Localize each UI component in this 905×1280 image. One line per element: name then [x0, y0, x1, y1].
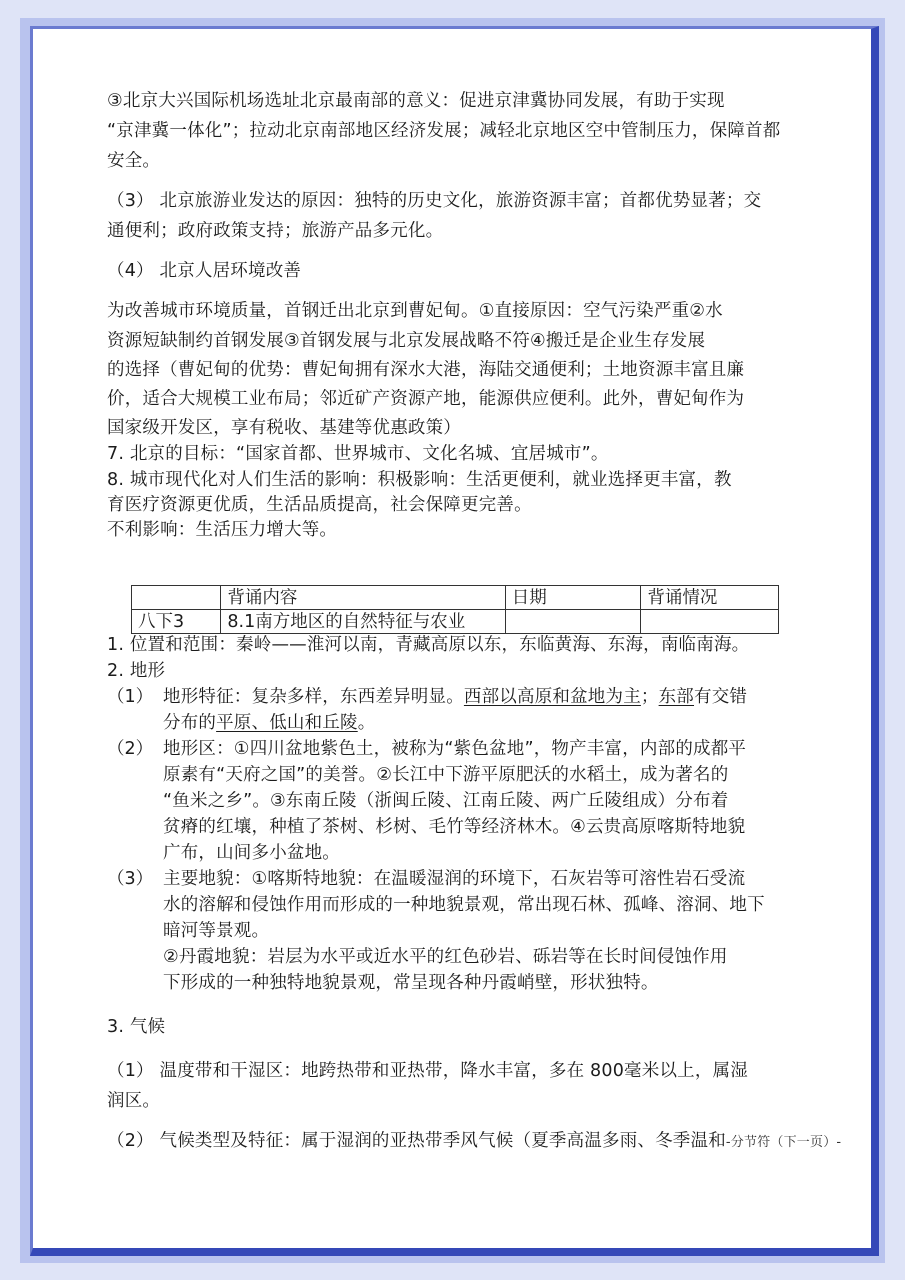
document-page [30, 26, 879, 1256]
text-line: 暗河等景观。 [163, 921, 270, 941]
table-cell: 背诵内容 [221, 586, 505, 610]
text-line: “鱼米之乡”。③东南丘陵（浙闽丘陵、江南丘陵、两广丘陵组成）分布着 [163, 791, 729, 811]
table-cell: 8.1南方地区的自然特征与农业 [221, 610, 505, 634]
text-line: 贫瘠的红壤，种植了茶树、杉树、毛竹等经济林木。④云贵高原喀斯特地貌 [163, 817, 746, 837]
text-line: （2） 气候类型及特征：属于湿润的亚热带季风气候（夏季高温多雨、冬季温和-分节符（下一页）- [107, 1131, 842, 1151]
table-cell [132, 586, 221, 610]
recitation-table [131, 585, 779, 634]
section-break-mark: -分节符（下一页）- [725, 1135, 842, 1150]
text-line: 价，适合大规模工业布局；邻近矿产资源产地，能源供应便利。此外，曹妃甸作为 [107, 389, 745, 409]
section-heading: 3. 气候 [107, 1017, 166, 1037]
table-cell: 背诵情况 [641, 586, 779, 610]
table-cell: 日期 [505, 586, 641, 610]
text-line: 广布，山间多小盆地。 [163, 843, 340, 863]
text-line: 为改善城市环境质量，首钢迁出北京到曹妃甸。①直接原因：空气污染严重②水 [107, 301, 723, 321]
table-row [132, 610, 779, 634]
text-line: 润区。 [107, 1091, 161, 1111]
text-line: 资源短缺制约首钢发展③首钢发展与北京发展战略不符④搬迁是企业生存发展 [107, 331, 706, 351]
item-number: （2） [107, 739, 154, 759]
table-cell: 八下3 [132, 610, 221, 634]
text-line: 下形成的一种独特地貌景观，常呈现各种丹霞峭壁，形状独特。 [163, 973, 659, 993]
text-line: 的选择（曹妃甸的优势：曹妃甸拥有深水大港，海陆交通便利；土地资源丰富且廉 [107, 360, 745, 380]
text-line: 水的溶解和侵蚀作用而形成的一种地貌景观，常出现石林、孤峰、溶洞、地下 [163, 895, 765, 915]
text-line: 1. 位置和范围：秦岭——淮河以南，青藏高原以东，东临黄海、东海，南临南海。 [107, 635, 750, 655]
text-line: 原素有“天府之国”的美誉。②长江中下游平原肥沃的水稻土，成为著名的 [163, 765, 729, 785]
text-line: 主要地貌：①喀斯特地貌：在温暖湿润的环境下，石灰岩等可溶性岩石受流 [163, 869, 746, 889]
text-line: 不利影响：生活压力增大等。 [107, 520, 338, 540]
section-heading: 2. 地形 [107, 661, 166, 681]
text-line: 通便利；政府政策支持；旅游产品多元化。 [107, 221, 444, 241]
text-line: 地形特征：复杂多样，东西差异明显。西部以高原和盆地为主；东部有交错 [163, 687, 748, 707]
text-line: ③北京大兴国际机场选址北京最南部的意义：促进京津冀协同发展，有助于实现 [107, 91, 725, 111]
text-line: 7. 北京的目标：“国家首都、世界城市、文化名城、宜居城市”。 [107, 444, 609, 464]
text-line: 育医疗资源更优质，生活品质提高，社会保障更完善。 [107, 495, 532, 515]
text-line: 国家级开发区，享有税收、基建等优惠政策） [107, 418, 461, 438]
section-heading: （4） 北京人居环境改善 [107, 261, 302, 281]
text-line: 地形区：①四川盆地紫色土，被称为“紫色盆地”，物产丰富，内部的成都平 [163, 739, 747, 759]
table-cell [641, 610, 779, 634]
table-header-row [132, 586, 779, 610]
item-number: （1） [107, 687, 154, 707]
text-line: （3） 北京旅游业发达的原因：独特的历史文化，旅游资源丰富；首都优势显著；交 [107, 191, 762, 211]
item-number: （3） [107, 869, 154, 889]
text-line: ②丹霞地貌：岩层为水平或近水平的红色砂岩、砾岩等在长时间侵蚀作用 [163, 947, 728, 967]
text-line: 8. 城市现代化对人们生活的影响：积极影响：生活更便利，就业选择更丰富，教 [107, 470, 732, 490]
text-line: 分布的平原、低山和丘陵。 [163, 713, 376, 733]
text-line: “京津冀一体化”；拉动北京南部地区经济发展；减轻北京地区空中管制压力，保障首都 [107, 121, 781, 141]
text-line: 安全。 [107, 151, 161, 171]
text-line: （1） 温度带和干湿区：地跨热带和亚热带，降水丰富，多在 800毫米以上，属湿 [107, 1061, 748, 1081]
table-cell [505, 610, 641, 634]
